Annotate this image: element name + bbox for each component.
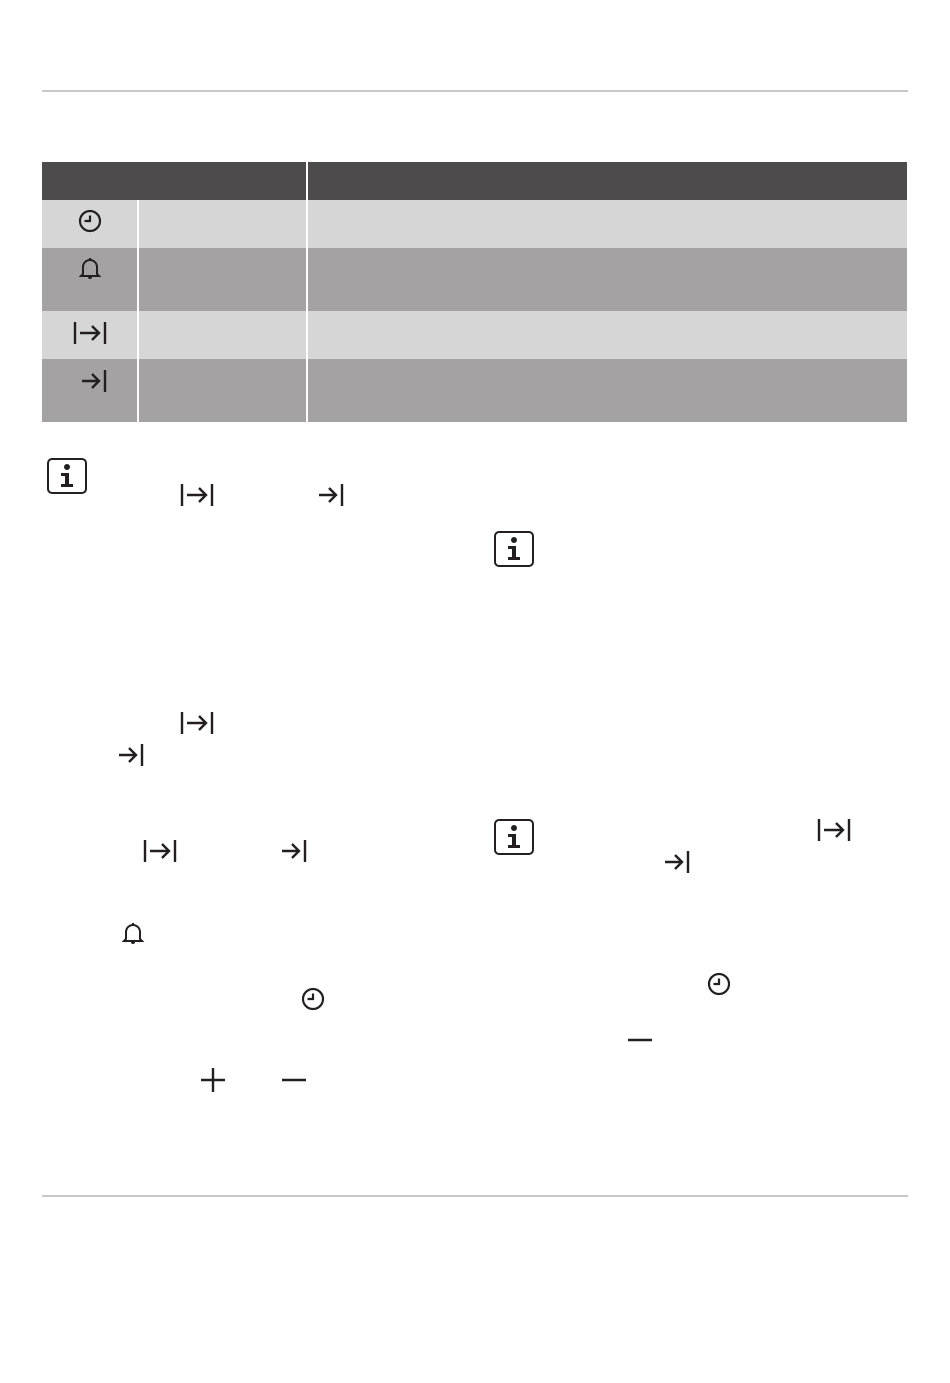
clock-icon (706, 971, 732, 997)
table-cell-description (308, 248, 907, 311)
clock-functions-table (42, 162, 907, 422)
clock-icon (42, 200, 137, 248)
table-cell-name (139, 248, 306, 311)
duration-icon (816, 816, 852, 844)
table-row (42, 311, 907, 359)
table-header (42, 162, 907, 200)
table-row (42, 200, 907, 248)
clock-icon (300, 986, 326, 1012)
table-cell-description (308, 200, 907, 248)
info-icon (47, 458, 87, 494)
table-cell-name (139, 311, 306, 359)
table-header-application (308, 162, 907, 200)
duration-icon (142, 837, 178, 865)
bell-icon (121, 921, 145, 947)
end-icon (116, 741, 146, 769)
table-cell-description (308, 311, 907, 359)
table-cell-name (139, 200, 306, 248)
minus-icon (626, 1026, 654, 1054)
duration-icon (179, 709, 215, 737)
table-row (42, 248, 907, 311)
info-icon (494, 531, 534, 567)
table-row (42, 359, 907, 422)
bell-icon (42, 248, 137, 311)
end-icon (42, 359, 137, 422)
table-cell-description (308, 359, 907, 422)
table-cell-name (139, 359, 306, 422)
info-icon (494, 819, 534, 855)
table-header-function (42, 162, 306, 200)
end-icon (316, 481, 346, 509)
header-rule (42, 90, 908, 92)
plus-icon (199, 1066, 227, 1094)
end-icon (662, 848, 692, 876)
end-icon (279, 837, 309, 865)
duration-icon (42, 311, 137, 359)
duration-icon (179, 481, 215, 509)
minus-icon (280, 1066, 308, 1094)
footer-rule (42, 1195, 908, 1197)
